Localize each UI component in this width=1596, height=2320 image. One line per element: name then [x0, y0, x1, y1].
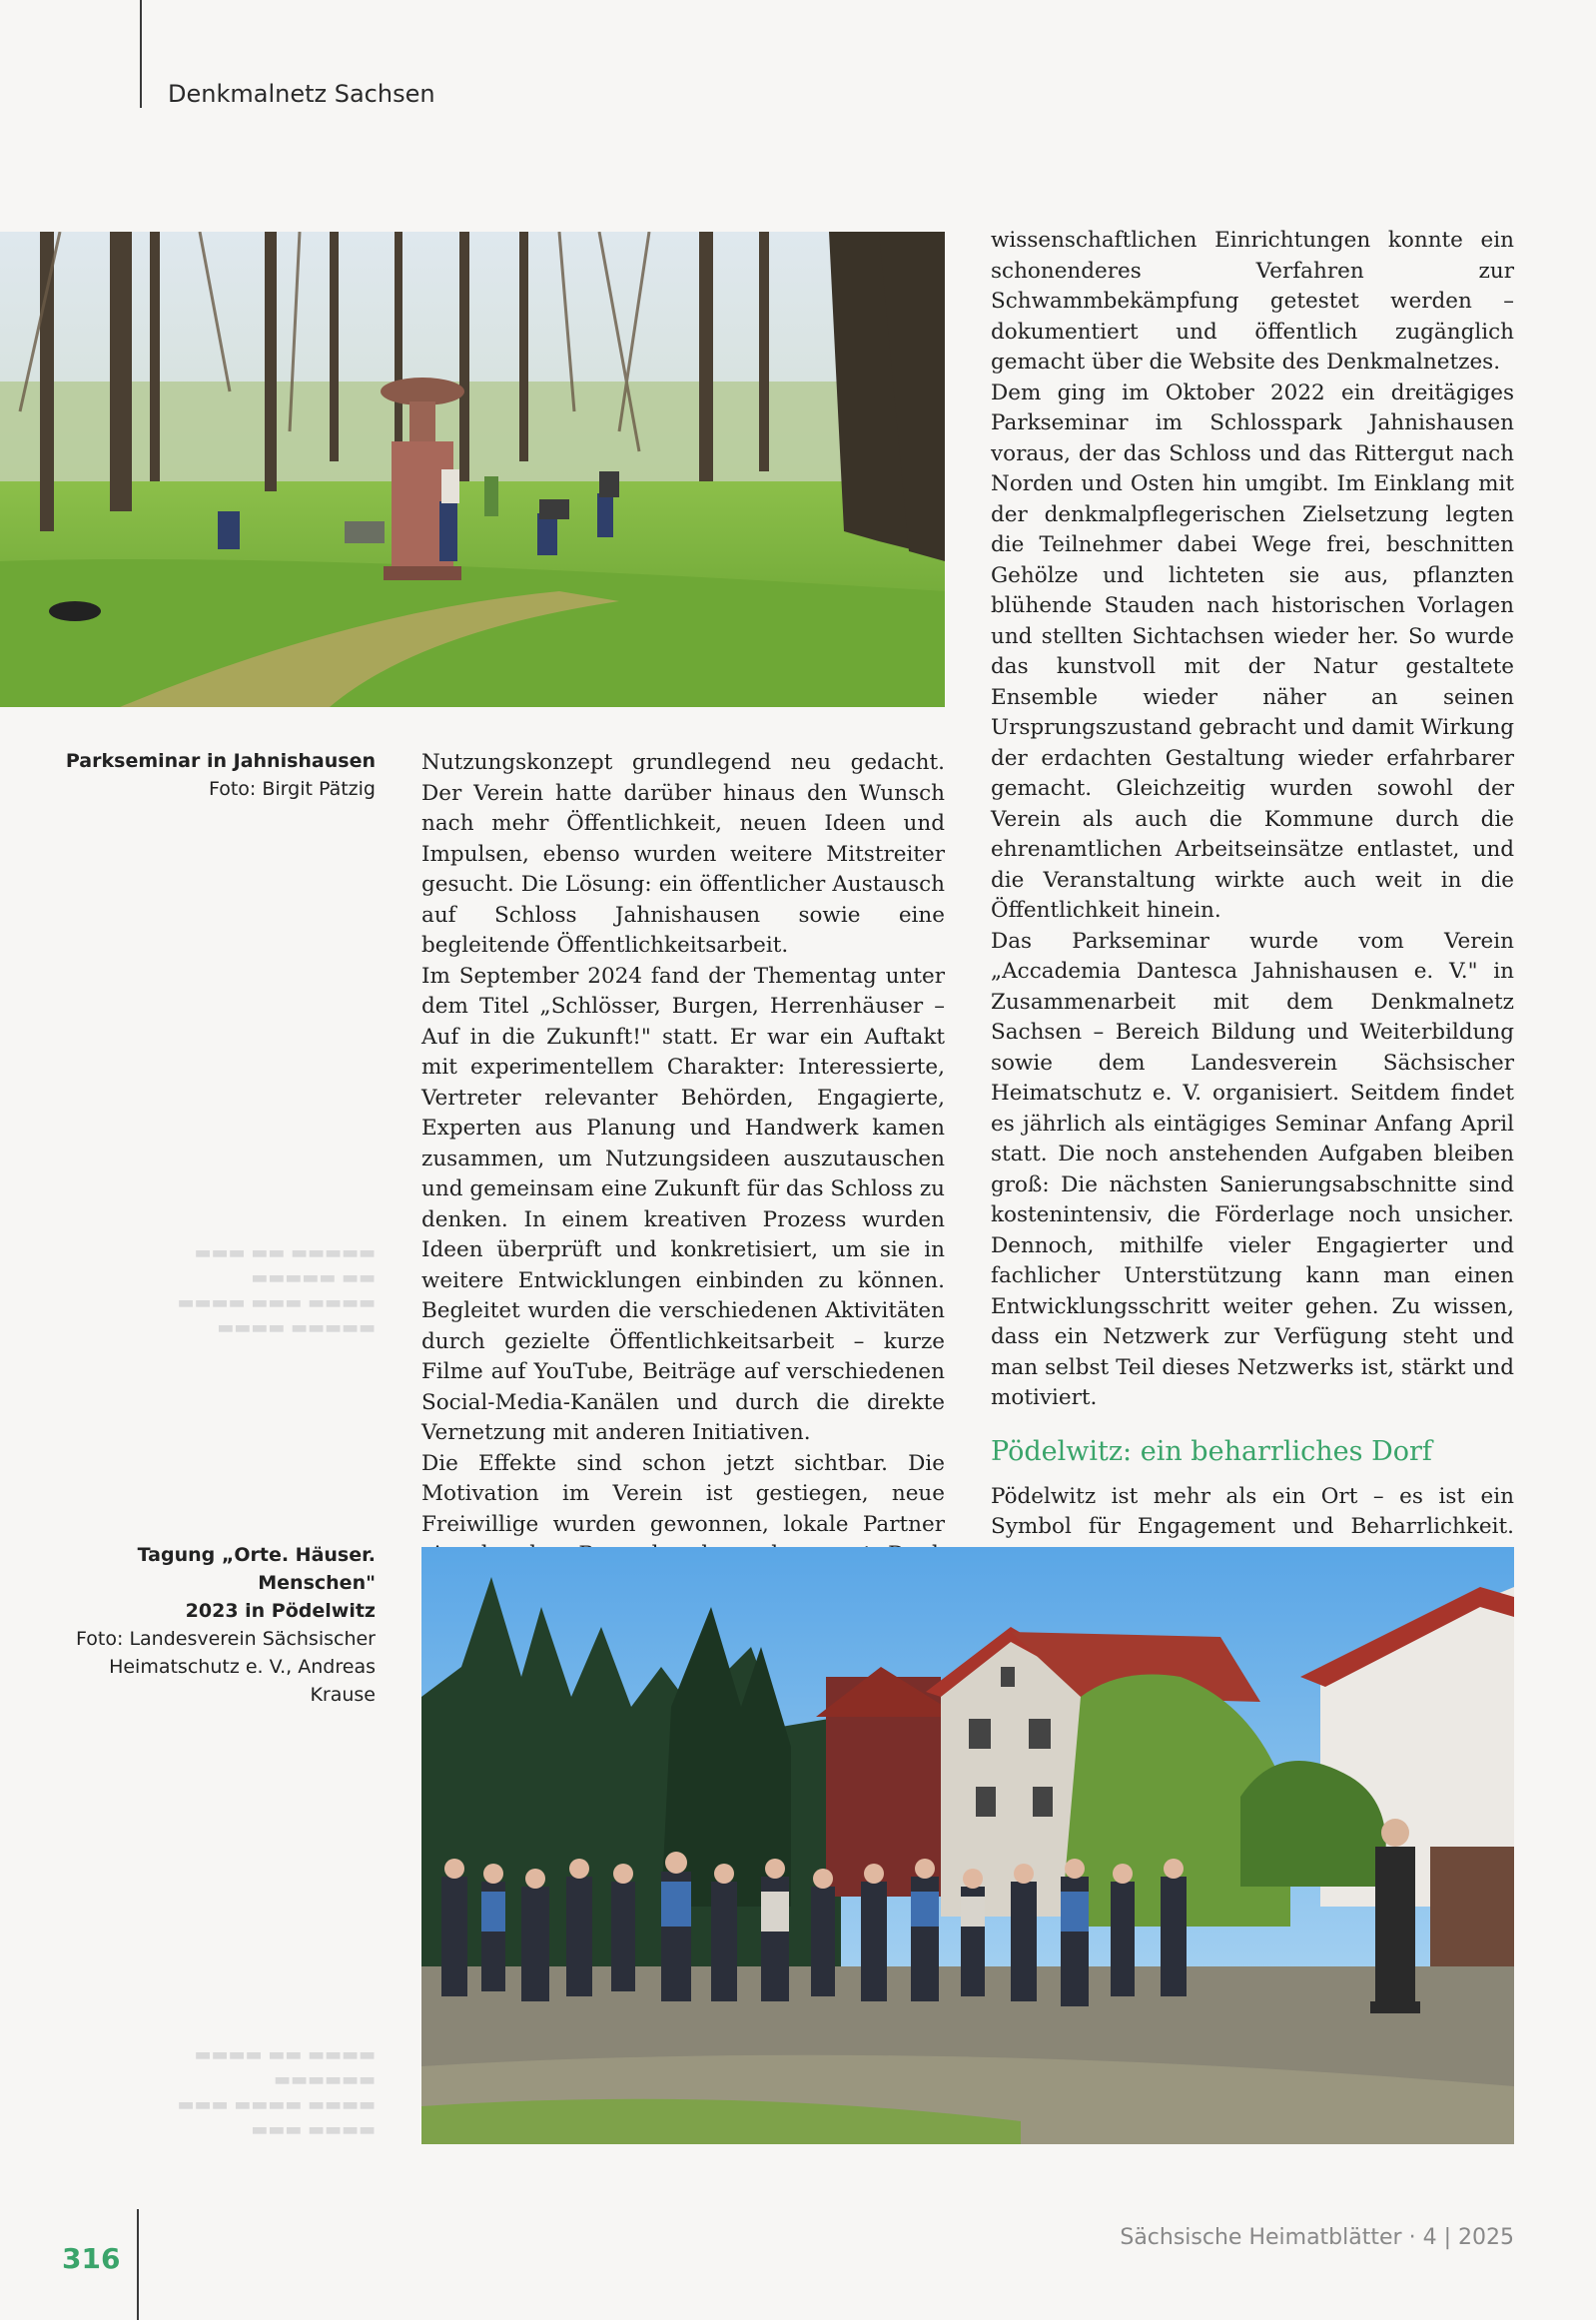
issue-year: 2025 — [1458, 2225, 1514, 2250]
footer-rule — [137, 2209, 139, 2320]
park-photo-caption — [60, 747, 376, 803]
conference-caption-title-1: Tagung „Orte. Häuser. Menschen" — [137, 1544, 376, 1594]
running-header: Denkmalnetz Sachsen — [168, 80, 435, 108]
park-caption-title: Parkseminar in Jahnishausen — [65, 750, 376, 772]
footer-separator: | — [1443, 2225, 1451, 2250]
article-column-middle — [421, 748, 945, 1601]
article-column-right — [991, 226, 1514, 1634]
paragraph: Die Effekte sind schon jetzt sichtbar. Die Motivation im Verein ist gestiegen, neue Freiwillige wurden gewonnen, lokale Partner — [421, 1450, 945, 1537]
journal-footer — [1120, 2225, 1514, 2250]
ghost-text-2: ▬▬▬▬ ▬▬ ▬▬▬▬ ▬▬▬▬▬▬ ▬▬▬ ▬▬▬▬ ▬▬▬▬ ▬▬▬ ▬▬▬▬ — [177, 2044, 376, 2140]
park-seminar-photo — [0, 232, 945, 707]
conference-caption-title-2: 2023 in Pödelwitz — [185, 1600, 376, 1622]
conference-photo-caption — [40, 1541, 376, 1709]
issue-number: 4 — [1422, 2225, 1437, 2250]
paragraph: Dem ging im Oktober 2022 ein dreitägiges Parkseminar im Schlosspark Jahnishausen voraus, der das Schloss und das Rittergut nach Norden und Osten hin umgibt. Im Einklang mit der denkmalpflegerischen Zielsetzung legten die Teilnehmer dabei Wege frei, beschnitten Gehölze und lichteten sie aus, pflanzten blühende Stauden nach historischen Vorlagen und stellten Sichtachsen wieder her. So wurde das kunstvoll mit der Natur gestaltete Ensemble wieder näher an seinen Ursprungszustand gebracht und damit Wirkung der erdachten Gestaltung wieder erfahrbarer gemacht. Gleichzeitig wurden sowohl der Verein als auch die Kommune durch die ehrenamtlichen Arbeitseinsätze entlastet, und die Veranstaltung wirkte auch weit in die Öffentlichkeit hinein. — [991, 380, 1514, 923]
paragraph: Das Parkseminar wurde vom Verein „Accademia Dantesca Jahnishausen e. V." in Zusammenarbeit mit dem Denkmalnetz Sachsen – Bereich Bildung und Weiterbildung sowie dem Landesverein Sächsischer Heimatschutz e. V. organisiert. Seitdem findet es jährlich als eintägiges Seminar Anfang April statt. Die noch anstehenden Aufgaben bleiben groß: Die nächsten Sanierungsabschnitte sind kostenintensiv, die Förderlage noch unsicher. Dennoch, mithilfe vieler Engagierter und fachlicher Unterstützung kann man einen Entwicklungsschritt weiter gehen. Zu wissen, dass ein Netzwerk zur Verfügung steht und man selbst Teil dieses Netzwerks ist, stärkt und motiviert. — [991, 928, 1514, 1410]
section-heading: Pödelwitz: ein beharrliches Dorf — [991, 1435, 1432, 1467]
paragraph: wissenschaftlichen Einrichtungen konnte ein schonenderes Verfahren zur Schwammbekämpfung getestet werden – dokumentiert und öffentlich zugänglich gemacht über die Website des Denkmalnetzes. — [991, 228, 1514, 375]
paragraph: Im September 2024 fand der Thementag unter dem Titel „Schlösser, Burgen, Herrenhäuser – Auf in die Zukunft!" statt. Er war ein Auftakt mit experimentellem Charakter: Interessierte, Vertreter relevanter Behörden, Engagierte, Experten aus Planung und Handwerk kamen zusammen, um Nutzungsideen auszutauschen und gemeinsam eine Zukunft für das Schloss zu denken. In einem kreativen Prozess wurden Ideen überprüft und konkretisiert, um sie in weitere Entwicklungen einbinden zu können. Begleitet wurden die verschiedenen Aktivitäten durch gezielte Öffentlichkeitsarbeit – kurze Filme auf YouTube, Beiträge auf verschiedenen Social-Media-Kanälen und durch die direkte Vernetzung mit anderen Initiativen. — [421, 963, 945, 1445]
journal-name: Sächsische Heimatblätter — [1120, 2225, 1402, 2250]
conference-caption-credit-2: Heimatschutz e. V., Andreas Krause — [109, 1656, 376, 1706]
paragraph: Nutzungskonzept grundlegend neu gedacht. Der Verein hatte darüber hinaus den Wunsch nach mehr Öffentlichkeit, neuen Ideen und Impulsen, ebenso wurden weitere Mitstreiter gesucht. Die Lösung: ein öffentlicher Austausch auf Schloss Jahnishausen sowie eine begleitende Öffentlichkeitsarbeit. — [421, 750, 945, 958]
conference-photo — [421, 1547, 1514, 2144]
conference-caption-credit-1: Foto: Landesverein Sächsischer — [76, 1628, 376, 1650]
park-caption-credit: Foto: Birgit Pätzig — [208, 778, 376, 800]
ghost-text-1: ▬▬▬ ▬▬ ▬▬▬▬▬ ▬▬▬▬▬ ▬▬ ▬▬▬▬ ▬▬▬ ▬▬▬▬ ▬▬▬▬ ▬▬▬▬▬ — [177, 1242, 376, 1338]
paragraph: Pödelwitz ist mehr als ein Ort – es ist ein Symbol für Engagement und Beharrlichkeit. — [991, 1483, 1514, 1539]
page-number: 316 — [62, 2242, 121, 2275]
footer-separator: · — [1408, 2225, 1416, 2250]
header-rule — [140, 0, 142, 108]
